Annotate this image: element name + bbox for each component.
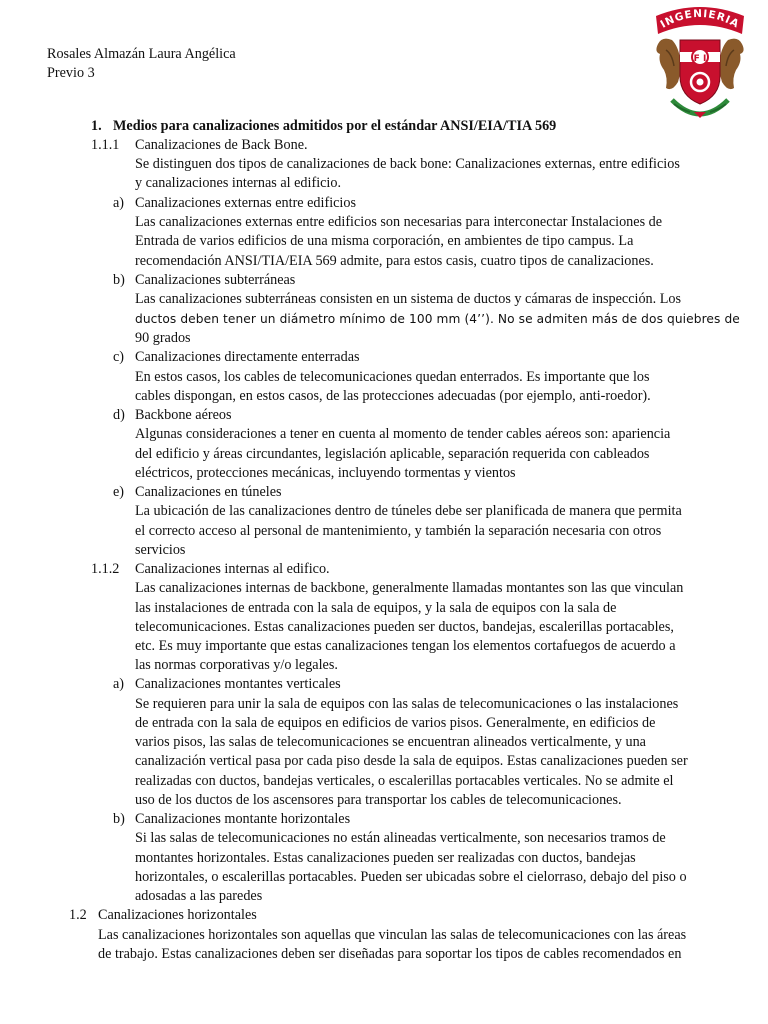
- paragraph-line: de trabajo. Estas canalizaciones deben ser diseñadas para soportar los tipos de cables recomendados en: [98, 946, 682, 962]
- list-marker: b): [113, 811, 125, 827]
- section-title: Canalizaciones internas al edifico.: [135, 561, 330, 577]
- paragraph-line: las instalaciones de entrada con la sala de equipos, y la sala de equipos con la sala de: [135, 600, 617, 616]
- author-name: Rosales Almazán Laura Angélica: [47, 46, 236, 62]
- paragraph-line: Entrada de varios edificios de una misma corporación, en ambientes de tipo campus. La: [135, 233, 634, 249]
- paragraph-line: servicios: [135, 542, 186, 558]
- section-number: 1.1.2: [91, 561, 120, 577]
- paragraph-line: realizadas con ductos, bandejas verticales, o escalerillas portacables verticales. No se admite el: [135, 773, 674, 789]
- paragraph-line: Las canalizaciones externas entre edificios son necesarias para interconectar Instalaciones de: [135, 214, 663, 230]
- list-marker: a): [113, 195, 125, 211]
- list-marker: b): [113, 272, 125, 288]
- list-item-title: Canalizaciones montantes verticales: [135, 676, 341, 692]
- paragraph-line: las normas corporativas y/o legales.: [135, 657, 338, 673]
- paragraph-line: canalización vertical pasa por cada piso desde la sala de equipos. Estas canalizaciones pueden ser: [135, 753, 688, 769]
- list-item-title: Canalizaciones en túneles: [135, 484, 282, 500]
- paragraph-line: etc. Es muy importante que estas canalizaciones tengan los elementos cortafuegos de acuerdo a: [135, 638, 676, 654]
- paragraph-line: Las canalizaciones subterráneas consisten en un sistema de ductos y cámaras de inspección. Los: [135, 291, 682, 307]
- section-heading: Medios para canalizaciones admitidos por el estándar ANSI/EIA/TIA 569: [113, 118, 557, 134]
- paragraph-line: el correcto acceso al personal de mantenimiento, y también la separación necesaria con otros: [135, 523, 662, 539]
- section-number: 1.1.1: [91, 137, 120, 153]
- paragraph-line: La ubicación de las canalizaciones dentro de túneles debe ser planificada de manera que permita: [135, 503, 682, 519]
- paragraph-line: Las canalizaciones horizontales son aquellas que vinculan las salas de telecomunicaciones con las áreas: [98, 927, 687, 943]
- paragraph-line: uso de los ductos de los ascensores para transportar los cables de telecomunicaciones.: [135, 792, 622, 808]
- logo-letters: F I: [693, 54, 707, 64]
- paragraph-line: del edificio y áreas circundantes, legislación aplicable, separación requerida con cableados: [135, 446, 650, 462]
- paragraph-line: ductos deben tener un diámetro mínimo de 100 mm (4’’). No se admiten más de dos quiebres de: [135, 312, 740, 326]
- list-item-title: Canalizaciones montante horizontales: [135, 811, 351, 827]
- list-item-title: Canalizaciones subterráneas: [135, 272, 296, 288]
- section-title: Canalizaciones de Back Bone.: [135, 137, 308, 153]
- list-item-title: Backbone aéreos: [135, 407, 232, 423]
- list-marker: c): [113, 349, 125, 365]
- paragraph-line: varios pisos, las salas de telecomunicaciones se encuentran alineados verticalmente, y una: [135, 734, 646, 750]
- paragraph-line: adosadas a las paredes: [135, 888, 263, 904]
- paragraph-line: Se distinguen dos tipos de canalizaciones de back bone: Canalizaciones externas, entre edificios: [135, 156, 680, 172]
- list-item-title: Canalizaciones externas entre edificios: [135, 195, 356, 211]
- paragraph-line: Las canalizaciones internas de backbone, generalmente llamadas montantes son las que vinculan: [135, 580, 684, 596]
- paragraph-line: de entrada con la sala de equipos en edificios de varios pisos. Generalmente, en edificios de: [135, 715, 656, 731]
- list-marker: d): [113, 407, 125, 423]
- paragraph-line: Si las salas de telecomunicaciones no están alineadas verticalmente, son necesarios tramos de: [135, 830, 666, 846]
- paragraph-line: recomendación ANSI/TIA/EIA 569 admite, para estos casis, cuatro tipos de canalizaciones.: [135, 253, 654, 269]
- paragraph-line: eléctricos, protecciones mecánicas, incluyendo tormentas y vientos: [135, 465, 516, 481]
- paragraph-line: Se requieren para unir la sala de equipos con las salas de telecomunicaciones o las instalaciones: [135, 696, 679, 712]
- paragraph-line: montantes horizontales. Estas canalizaciones pueden ser realizadas con ductos, bandejas: [135, 850, 636, 866]
- list-marker: a): [113, 676, 125, 692]
- list-item-title: Canalizaciones directamente enterradas: [135, 349, 360, 365]
- paragraph-line: cables dispongan, en estos casos, de las protecciones adecuadas (por ejemplo, anti-roedor).: [135, 388, 651, 404]
- paragraph-line: Algunas consideraciones a tener en cuenta al momento de tender cables aéreos son: apariencia: [135, 426, 671, 442]
- section-title: Canalizaciones horizontales: [98, 907, 257, 923]
- paragraph-line: telecomunicaciones. Estas canalizaciones pueden ser ductos, bandejas, escalerillas portacables,: [135, 619, 674, 635]
- paragraph-line: horizontales, o escalerillas portacables. Pueden ser ubicadas sobre el cielorraso, debajo del piso o: [135, 869, 687, 885]
- heading-number: 1.: [91, 118, 102, 134]
- list-marker: e): [113, 484, 125, 500]
- document-subtitle: Previo 3: [47, 65, 95, 81]
- paragraph-line: En estos casos, los cables de telecomunicaciones quedan enterrados. Es importante que los: [135, 369, 650, 385]
- section-number: 1.2: [69, 907, 87, 923]
- faculty-logo: [652, 6, 748, 122]
- logo-text: INGENIERIA: [658, 7, 742, 31]
- paragraph-line: 90 grados: [135, 330, 191, 346]
- paragraph-line: y canalizaciones internas al edificio.: [135, 175, 342, 191]
